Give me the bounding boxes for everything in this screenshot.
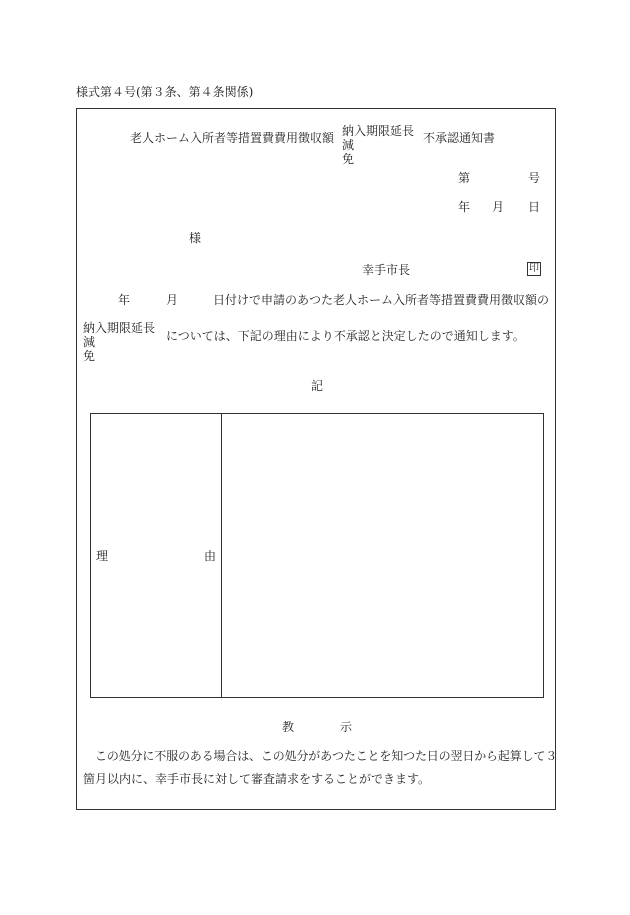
body-year: 年	[118, 293, 131, 307]
title-option-extension: 納入期限延長	[342, 124, 415, 138]
number-dai: 第	[458, 171, 471, 185]
instruction-heading-a: 教	[282, 720, 295, 734]
title-option-reduction-a: 減	[342, 138, 355, 152]
body-option-reduction	[83, 335, 153, 363]
reason-table	[90, 413, 544, 698]
body-month: 月	[166, 293, 179, 307]
title-suffix: 不承認通知書	[423, 131, 496, 145]
body-line2: については、下記の理由により不承認と決定したので通知します。	[166, 329, 525, 343]
title-option-reduction	[342, 138, 412, 166]
reason-label-b: 由	[204, 549, 217, 563]
body-option-reduction-a: 減	[83, 335, 96, 349]
instruction-line2: 箇月以内に、幸手市長に対して審査請求をすることができます。	[83, 772, 431, 786]
title-option-reduction-b: 免	[342, 152, 355, 166]
body-option-extension: 納入期限延長	[83, 321, 156, 335]
ki-heading: 記	[311, 379, 324, 393]
reason-divider	[221, 414, 222, 697]
body-option-reduction-b: 免	[83, 349, 96, 363]
instruction-line1: この処分に不服のある場合は、この処分があつたことを知つた日の翌日から起算して３	[95, 749, 558, 763]
seal-mark: 印	[529, 263, 539, 274]
body-options	[83, 321, 156, 363]
instruction-heading-b: 示	[340, 720, 353, 734]
date-month: 月	[492, 200, 505, 214]
title-prefix: 老人ホーム入所者等措置費費用徴収額	[130, 131, 335, 145]
form-number: 様式第４号(第３条、第４条関係)	[76, 85, 254, 99]
reason-label-a: 理	[96, 549, 109, 563]
body-line1: 日付けで申請のあつた老人ホーム入所者等措置費費用徴収額の	[213, 293, 550, 307]
addressee-suffix: 様	[189, 231, 202, 245]
title-options	[342, 124, 415, 166]
issuer: 幸手市長	[362, 263, 411, 277]
number-go: 号	[528, 171, 541, 185]
date-day: 日	[528, 200, 541, 214]
date-year: 年	[458, 200, 471, 214]
